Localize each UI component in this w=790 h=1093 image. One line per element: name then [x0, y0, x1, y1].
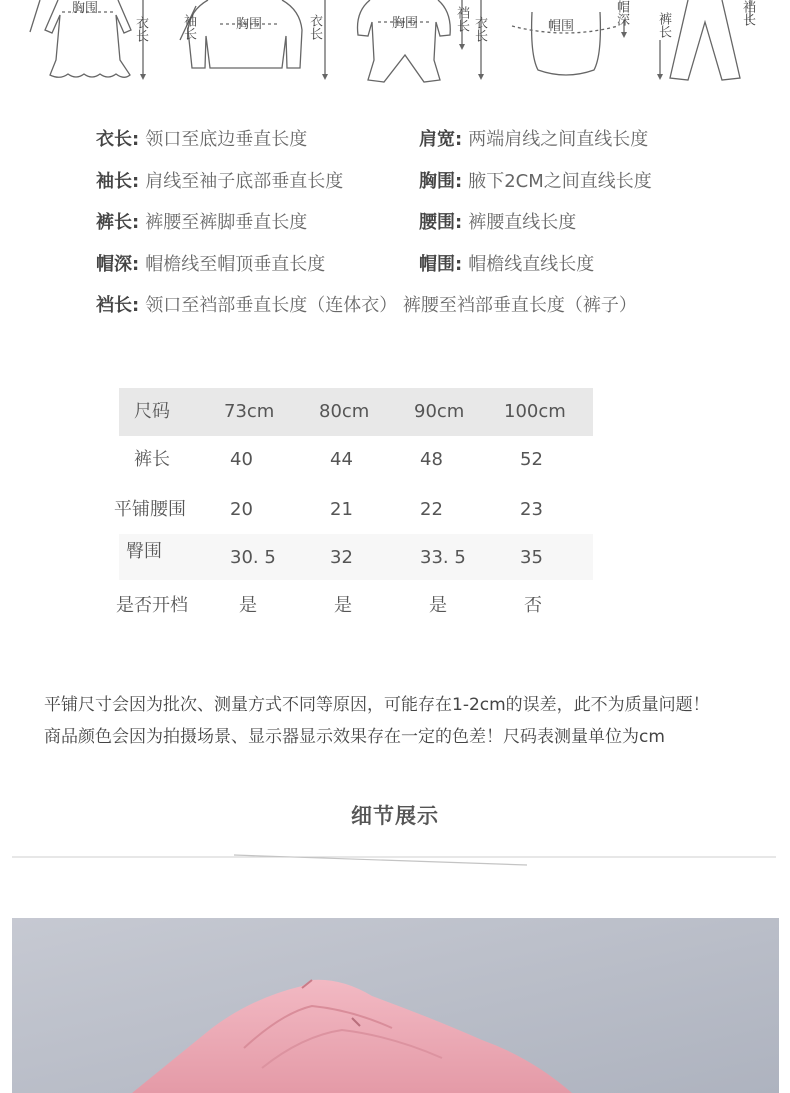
definition-value: 肩线至袖子底部垂直长度 [145, 171, 344, 192]
garment-line-drawings [0, 0, 790, 100]
definition-value: 帽檐线直线长度 [468, 254, 595, 275]
romper-chest-label: 胸围 [392, 16, 419, 31]
definition-value: 领口至底边垂直长度 [145, 129, 308, 150]
table-cell: 52 [520, 449, 543, 470]
definition-waist: 腰围: 裤腰直线长度 [419, 212, 577, 233]
size-table [110, 388, 600, 630]
table-cell: 22 [420, 499, 443, 520]
table-row [110, 534, 600, 582]
garment-measurement-illustrations [0, 0, 790, 100]
definition-key: 帽深 [96, 254, 132, 275]
definition-crotch: 裆长: 领口至裆部垂直长度（连体衣） 裤腰至裆部垂直长度（裤子） [96, 295, 637, 316]
table-cell: 是 [334, 595, 352, 616]
definition-key: 帽围 [419, 254, 455, 275]
header-size: 尺码 [134, 401, 170, 422]
row-label: 臀围 [126, 541, 162, 562]
definition-key: 袖长 [96, 171, 132, 192]
dress-length-label: 衣长 [133, 16, 148, 42]
hat-depth-label: 帽深 [614, 0, 629, 26]
definition-value: 裤腰直线长度 [468, 212, 577, 233]
definition-value: 腋下2CM之间直线长度 [468, 171, 652, 192]
row-label: 平铺腰围 [114, 499, 186, 520]
definition-sleeve: 袖长: 肩线至袖子底部垂直长度 [96, 171, 344, 192]
romper-crotch-label: 裆长 [454, 6, 469, 32]
definition-key: 腰围 [419, 212, 455, 233]
table-cell: 否 [524, 595, 542, 616]
size-table-header [110, 388, 600, 436]
table-cell: 48 [420, 449, 443, 470]
table-cell: 32 [330, 547, 353, 568]
header-80: 80cm [319, 401, 370, 422]
sweater-chest-label: 胸围 [236, 17, 263, 32]
table-cell: 23 [520, 499, 543, 520]
section-title: 细节展示 [351, 804, 439, 828]
definition-value: 两端肩线之间直线长度 [468, 129, 649, 150]
definition-value: 帽檐线至帽顶垂直长度 [145, 254, 326, 275]
table-cell: 20 [230, 499, 253, 520]
header-73: 73cm [224, 401, 275, 422]
section-divider [12, 850, 776, 870]
definition-length: 衣长: 领口至底边垂直长度 [96, 129, 308, 150]
header-100: 100cm [504, 401, 566, 422]
definition-key: 胸围 [419, 171, 455, 192]
pants-crotch-label: 裆长 [740, 0, 755, 26]
table-row [110, 582, 600, 630]
sweater-sleeve-label: 袖长 [181, 14, 196, 40]
definition-value: 领口至裆部垂直长度（连体衣） 裤腰至裆部垂直长度（裤子） [145, 295, 637, 316]
table-cell: 44 [330, 449, 353, 470]
table-cell: 是 [429, 595, 447, 616]
table-cell: 30. 5 [230, 547, 276, 568]
definition-hat-circumference: 帽围: 帽檐线直线长度 [419, 254, 595, 275]
measurement-error-note: 平铺尺寸会因为批次、测量方式不同等原因，可能存在1-2cm的误差，此不为质量问题！ [44, 695, 710, 715]
table-cell: 35 [520, 547, 543, 568]
table-cell: 40 [230, 449, 253, 470]
table-cell: 33. 5 [420, 547, 466, 568]
detail-photo [12, 918, 779, 1093]
definition-value: 裤腰至裤脚垂直长度 [145, 212, 308, 233]
pants-length-label: 裤长 [656, 12, 671, 38]
pink-pants-detail-image [12, 918, 779, 1093]
table-cell: 21 [330, 499, 353, 520]
definition-key: 肩宽 [419, 129, 455, 150]
table-cell: 是 [239, 595, 257, 616]
table-row [110, 486, 600, 534]
definition-hat-depth: 帽深: 帽檐线至帽顶垂直长度 [96, 254, 326, 275]
row-label: 是否开档 [116, 595, 188, 616]
definition-pants-length: 裤长: 裤腰至裤脚垂直长度 [96, 212, 308, 233]
definition-key: 裤长 [96, 212, 132, 233]
hat-circumference-label: 帽围 [548, 19, 575, 34]
romper-length-label: 衣长 [472, 16, 487, 42]
definition-key: 裆长 [96, 295, 132, 316]
header-90: 90cm [414, 401, 465, 422]
definition-chest: 胸围: 腋下2CM之间直线长度 [419, 171, 652, 192]
definition-shoulder: 肩宽: 两端肩线之间直线长度 [419, 129, 649, 150]
definition-key: 衣长 [96, 129, 132, 150]
table-row [110, 436, 600, 484]
color-difference-note: 商品颜色会因为拍摄场景、显示器显示效果存在一定的色差！尺码表测量单位为cm [44, 727, 665, 747]
sweater-length-label: 衣长 [307, 14, 322, 40]
dress-chest-label: 胸围 [72, 1, 99, 16]
row-label: 裤长 [134, 449, 170, 470]
